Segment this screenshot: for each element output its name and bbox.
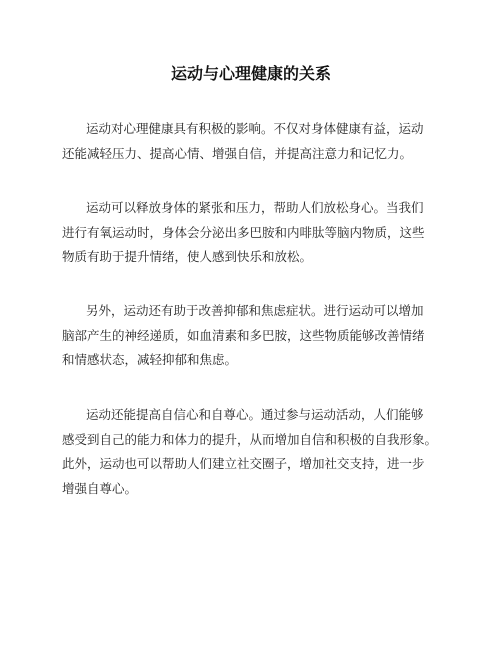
paragraph-line: 增强自尊心。 [62, 480, 138, 496]
paragraph-line: 另外，运动还有助于改善抑郁和焦虑症状。进行运动可以增加 [86, 303, 424, 318]
paragraph-line: 运动对心理健康具有积极的影响。不仅对身体健康有益，运动 [86, 121, 424, 136]
document-title: 运动与心理健康的关系 [170, 64, 331, 83]
paragraph-4 [62, 403, 437, 501]
paragraph-line: 此外，运动也可以帮助人们建立社交圈子，增加社交支持，进一步 [62, 456, 425, 471]
paragraph-line: 感受到自己的能力和体力的提升，从而增加自信和积极的自我形象。 [62, 431, 438, 447]
paragraph-line: 运动可以释放身体的紧张和压力，帮助人们放松身心。当我们 [86, 200, 424, 215]
paragraph-line: 运动还能提高自信心和自尊心。通过参与运动活动，人们能够 [86, 407, 424, 422]
paragraph-line: 物质有助于提升情绪，使人感到快乐和放松。 [62, 249, 313, 264]
paragraph-1 [62, 117, 424, 166]
paragraph-line: 和情感状态，减轻抑郁和焦虑。 [62, 352, 238, 367]
paragraph-line: 进行有氧运动时，身体会分泌出多巴胺和内啡肽等脑内物质，这些 [62, 224, 425, 240]
paragraph-3 [62, 299, 425, 373]
paragraph-line: 还能减轻压力、提高心情、增强自信，并提高注意力和记忆力。 [62, 145, 413, 161]
paragraph-2 [62, 196, 425, 270]
paragraph-line: 脑部产生的神经递质，如血清素和多巴胺，这些物质能够改善情绪 [62, 327, 425, 343]
